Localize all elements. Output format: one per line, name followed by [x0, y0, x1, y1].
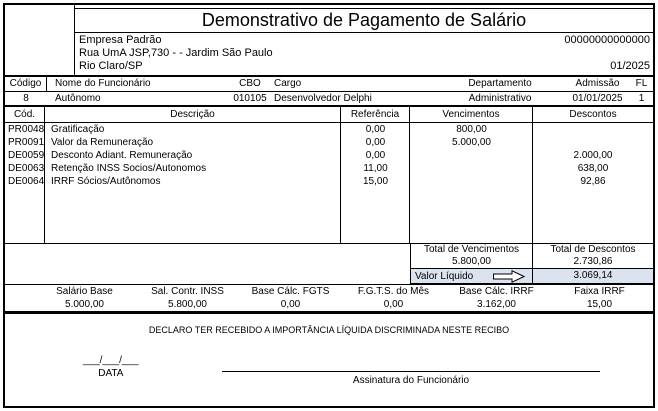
item-referencia: 0,00 [365, 137, 386, 148]
item-descricao: Desconto Adiant. Remuneração [51, 150, 193, 161]
header-right [75, 5, 653, 75]
company-block [75, 33, 653, 75]
item-descricao: Valor da Remuneração [51, 137, 154, 148]
item-referencia: 11,00 [363, 163, 388, 174]
table-row [5, 149, 653, 162]
footer-value: 15,00 [586, 299, 613, 310]
footer-label: Faixa IRRF [574, 286, 625, 297]
footer-label: Base Cálc. IRRF [459, 286, 534, 297]
date-label: DATA [98, 368, 124, 379]
footer-value: 0,00 [280, 299, 301, 310]
table-row [5, 175, 653, 188]
col-label-cbo: CBO [239, 78, 261, 89]
table-row [5, 162, 653, 175]
col-label-departamento: Departamento [468, 78, 532, 89]
item-cod: PR0048 [8, 124, 45, 135]
items-table [5, 123, 653, 243]
item-descontos: 2.000,00 [573, 150, 613, 161]
item-descontos [533, 136, 653, 149]
valor-liquido-label: Valor Líquido [415, 270, 474, 282]
employee-header-row [5, 75, 653, 92]
items-label-cod: Cód. [5, 107, 45, 122]
signature-line [222, 371, 600, 386]
items-header-row [5, 107, 653, 123]
col-label-cargo: Cargo [274, 78, 302, 89]
item-vencimentos [410, 149, 533, 162]
col-label-admissao: Admissão [575, 78, 620, 89]
declaration-text: DECLARO TER RECEBIDO A IMPORTÂNCIA LÍQUIDA DISCRIMINADA NESTE RECIBO [148, 325, 510, 335]
employee-admissao: 01/01/2025 [572, 93, 623, 104]
document-header [5, 5, 653, 75]
footer-label: Salário Base [56, 286, 113, 297]
declaration-section [5, 314, 653, 406]
footer-label: F.G.T.S. do Mês [357, 286, 430, 297]
col-label-nome: Nome do Funcionário [55, 78, 151, 89]
item-cod: DE0059 [8, 150, 45, 161]
document-frame [3, 3, 655, 408]
logo-box [5, 5, 75, 75]
item-vencimentos: 800,00 [456, 124, 487, 135]
item-cod: DE0063 [8, 163, 45, 174]
table-row [5, 136, 653, 149]
item-descricao: Retenção INSS Socios/Autonomos [51, 163, 207, 174]
footer-label: Sal. Contr. INSS [151, 286, 224, 297]
item-referencia: 0,00 [365, 124, 386, 135]
totals-block [410, 243, 653, 284]
employee-row [5, 92, 653, 107]
item-cod: DE0064 [8, 176, 45, 187]
item-cod: PR0091 [8, 137, 45, 148]
column-divider [532, 123, 533, 243]
date-group [83, 354, 139, 380]
valor-liquido-row [411, 268, 653, 283]
company-address: Rua UmA JSP,730 - - Jardim São Paulo [79, 47, 273, 59]
item-vencimentos [410, 162, 533, 175]
col-label-fl: FL [635, 78, 648, 89]
employee-fl: 1 [638, 93, 645, 104]
tax-bases-footer [5, 284, 653, 314]
date-placeholder: ___/___/___ [83, 355, 139, 366]
employee-cargo: Desenvolvedor Delphi [274, 93, 372, 104]
items-bottom-border [5, 243, 410, 244]
valor-liquido-value: 3.069,14 [573, 270, 613, 281]
employee-departamento: Administrativo [468, 93, 532, 104]
footer-value: 5.000,00 [65, 299, 104, 310]
item-descontos: 92,86 [580, 176, 606, 187]
company-city: Rio Claro/SP [79, 60, 143, 72]
footer-label: Base Cálc. FGTS [251, 286, 330, 297]
items-label-descontos: Descontos [569, 109, 617, 120]
items-label-referencia: Referência [341, 107, 410, 122]
total-vencimentos-label: Total de Vencimentos [411, 244, 533, 256]
footer-value: 5.800,00 [168, 299, 207, 310]
item-descontos [533, 123, 653, 136]
employee-nome: Autônomo [55, 93, 101, 104]
company-cnpj: 00000000000000 [564, 34, 650, 46]
items-label-descricao: Descrição [45, 107, 341, 122]
employee-cbo: 010105 [233, 93, 267, 104]
item-descricao: Gratificação [51, 124, 105, 135]
employee-codigo: 8 [23, 93, 29, 104]
footer-value: 3.162,00 [477, 299, 516, 310]
column-divider [44, 123, 45, 243]
right-arrow-icon [493, 270, 525, 283]
company-name: Empresa Padrão [79, 34, 162, 46]
col-label-codigo: Código [5, 77, 47, 91]
reference-period: 01/2025 [610, 60, 650, 72]
signature-label: Assinatura do Funcionário [352, 375, 470, 386]
item-vencimentos: 5.000,00 [452, 137, 491, 148]
table-row [5, 123, 653, 136]
item-descricao: IRRF Sócios/Autônomos [51, 176, 161, 187]
total-descontos-label: Total de Descontos [550, 244, 636, 255]
item-vencimentos [410, 175, 533, 188]
page-title: Demonstrativo de Pagamento de Salário [75, 8, 653, 33]
item-referencia: 0,00 [365, 150, 386, 161]
column-divider [340, 123, 341, 243]
item-referencia: 15,00 [362, 176, 389, 187]
item-descontos: 638,00 [577, 163, 609, 174]
total-vencimentos-value: 5.800,00 [411, 256, 533, 268]
footer-value: 0,00 [383, 299, 404, 310]
column-divider [409, 123, 410, 243]
items-label-vencimentos: Vencimentos [410, 107, 533, 122]
total-descontos-value: 2.730,86 [573, 256, 613, 267]
